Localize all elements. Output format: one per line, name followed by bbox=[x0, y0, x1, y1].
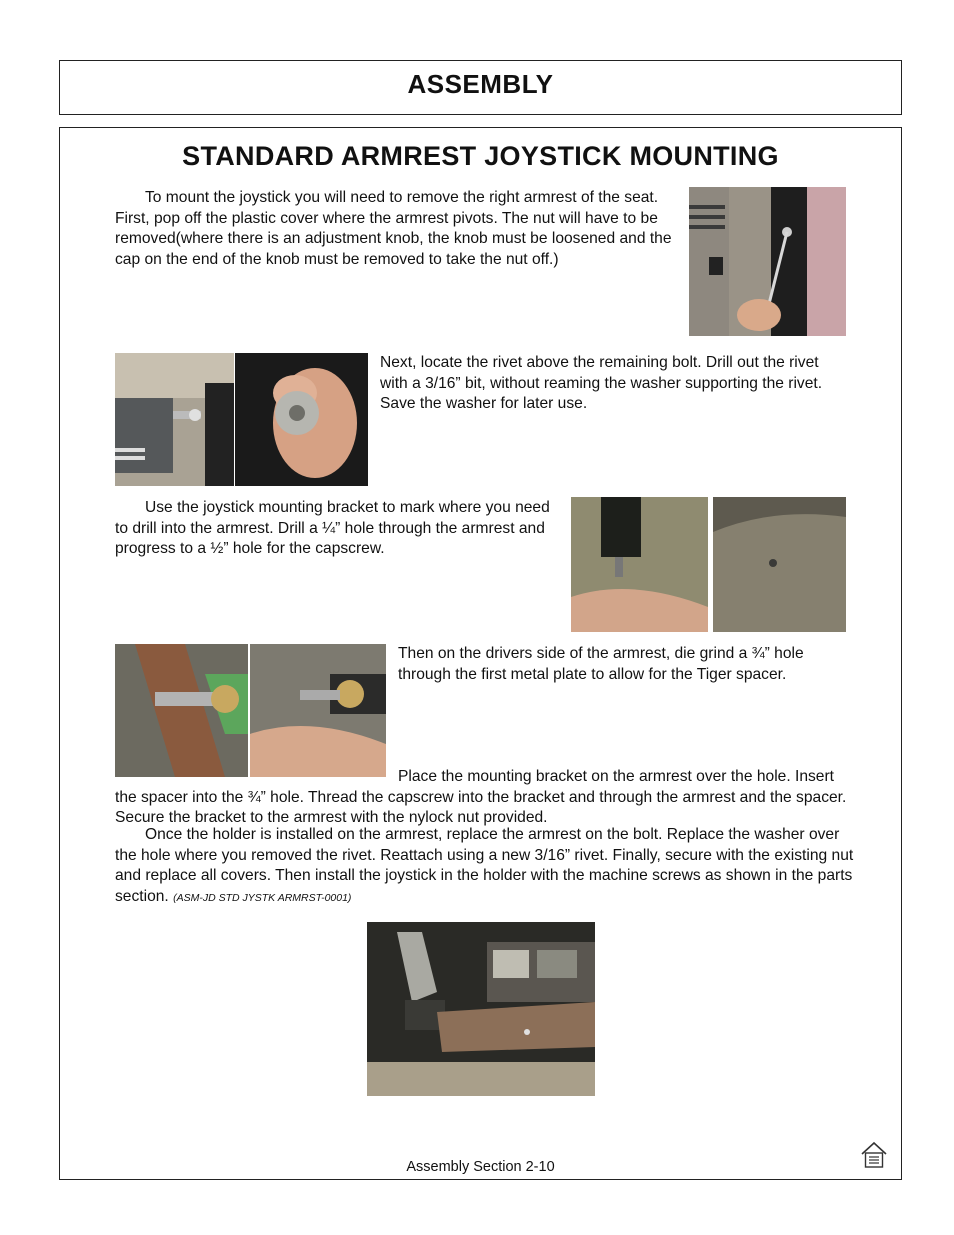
photo-armrest-nut bbox=[689, 187, 846, 336]
home-icon[interactable] bbox=[859, 1140, 889, 1170]
photo-die-grind-2 bbox=[250, 644, 386, 777]
step-5-text: Place the mounting bracket on the armrest over the hole. Insert the spacer into the ¾” hole. Thread the capscrew into the bracket and through the armrest and the spacer. Secure the bracket to the armrest with the nylock nut provided. bbox=[115, 768, 847, 827]
header-box bbox=[59, 60, 902, 115]
step-6-text: Once the holder is installed on the armrest, replace the armrest on the bolt. Replace the washer over the hole where you removed the rivet. Reattach using a new 3/16” rivet. Finally, secure with the existing nut and replace all covers. Then install the joystick in the holder with the machine screws as shown in the parts section. (ASM-JD STD JYSTK ARMRST-0001) bbox=[115, 826, 854, 905]
reference-code: (ASM-JD STD JYSTK ARMRST-0001) bbox=[173, 891, 352, 904]
section-title: STANDARD ARMREST JOYSTICK MOUNTING bbox=[182, 141, 779, 171]
photo-installed-joystick bbox=[367, 922, 595, 1096]
photo-armrest-hole bbox=[713, 497, 846, 632]
photo-die-grind-1 bbox=[115, 644, 248, 777]
step-3-text: Use the joystick mounting bracket to mark where you need to drill into the armrest. Drill a ¼” hole through the armrest and progress to a ½” hole for the capscrew. bbox=[115, 499, 550, 558]
photo-drill-rivet bbox=[115, 353, 234, 486]
step-1-text: To mount the joystick you will need to remove the right armrest of the seat. First, pop off the plastic cover where the armrest pivots. The nut will have to be removed(where there is an adjustment knob, the knob must be loosened and the cap on the end of the knob must be removed to take the nut off.) bbox=[115, 189, 672, 268]
photo-drill-armrest bbox=[571, 497, 708, 632]
step-2-text: Next, locate the rivet above the remaining bolt. Drill out the rivet with a 3/16” bit, without reaming the washer supporting the rivet. Save the washer for later use. bbox=[380, 354, 823, 413]
photo-rivet-washer bbox=[235, 353, 368, 486]
page-footer: Assembly Section 2-10 bbox=[406, 1159, 555, 1175]
content-box bbox=[59, 127, 902, 1180]
step-4-text: Then on the drivers side of the armrest, die grind a ¾” hole through the first metal plate to allow for the Tiger spacer. bbox=[398, 645, 804, 683]
page-title: ASSEMBLY bbox=[407, 69, 554, 99]
